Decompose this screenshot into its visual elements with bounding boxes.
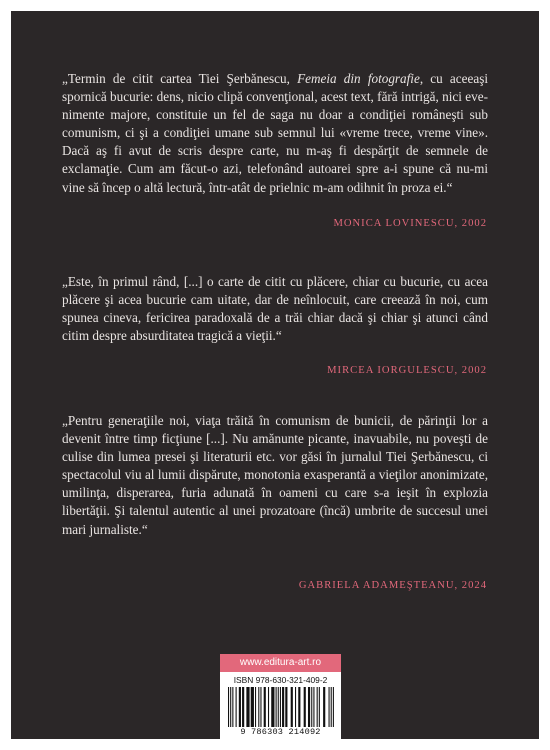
barcode-bar	[311, 687, 312, 727]
barcode-bar	[313, 687, 314, 727]
barcode-bar	[304, 687, 306, 727]
quote-adamesteanu	[62, 412, 488, 539]
barcode-bar	[232, 687, 233, 727]
barcode-bar	[239, 687, 241, 727]
barcode-bar	[258, 687, 259, 727]
quote-text-end: , cu aceeaşi spornică bucurie: dens, nicio clipă convenţional, acest text, fără intrigă, nici evenimente majore, constituie un fel de saga nu doar a condiţiei româneşti sub comunism, ci şi a condiţiei umane sub semnul lui «vreme trece, vreme vine». Dacă aş fi avut de scris despre carte, nu m-aş fi despărţit de semnele de exclamaţie. Cum am făcut-o azi, telefonând autoarei spre a-i spune că nu-mi vine să încep o altă lectură, într-atât de prielnic m-am odihnit în proza ei.“	[62, 71, 488, 195]
barcode-bar	[264, 687, 266, 727]
barcode-bar	[280, 687, 281, 727]
barcode-bar	[308, 687, 310, 727]
book-title: Femeia din fotografie	[297, 71, 420, 86]
barcode-bar	[228, 687, 229, 727]
barcode-bar	[329, 687, 330, 727]
barcode-bar	[278, 687, 279, 727]
barcode-bar	[255, 687, 256, 727]
barcode-bar	[331, 687, 332, 727]
barcode-bar	[285, 687, 287, 727]
barcode-bar	[230, 687, 231, 727]
quote-iorgulescu	[62, 273, 488, 345]
isbn-label: ISBN 978-630-321-409-2	[233, 675, 328, 685]
quote-author-lovinescu: MONICA LOVINESCU, 2002	[333, 218, 487, 229]
barcode-bar	[242, 687, 244, 727]
quote-lovinescu	[62, 70, 488, 197]
quote-author-adamesteanu: GABRIELA ADAMEŞTEANU, 2024	[298, 580, 487, 591]
quote-text-start: „Termin de citit cartea Tiei Şerbănescu,	[62, 71, 298, 86]
barcode-bar	[271, 687, 274, 727]
barcode-bars	[228, 687, 335, 727]
barcode-bar	[236, 687, 237, 727]
barcode-bar	[323, 687, 325, 727]
back-cover	[11, 11, 539, 739]
barcode-bar	[282, 687, 284, 727]
barcode-bar	[317, 687, 318, 727]
barcode-digits: 9 786303 214092	[240, 727, 321, 737]
barcode-bar	[319, 687, 320, 727]
barcode-bar	[251, 687, 254, 727]
barcode-bar	[268, 687, 269, 727]
barcode-bar	[276, 687, 277, 727]
barcode-bar	[246, 687, 249, 727]
barcode-bar	[295, 687, 296, 727]
quote-author-iorgulescu: MIRCEA IORGULESCU, 2002	[327, 365, 487, 376]
barcode-bar	[298, 687, 300, 727]
quote-text: „Este, în primul rând, [...] o carte de citit cu plăcere, chiar cu bucurie, cu acea plăcere şi acea bucurie cam uitate, dar de neînlocuit, care creează în noi, cum spunea cineva, fericirea paradoxală de a trăi chiar dacă şi chiar şi atunci când citim despre absurditatea tragică a vieţii.“	[62, 274, 488, 344]
barcode-box	[220, 654, 341, 739]
barcode-bar	[260, 687, 261, 727]
barcode-graphic	[228, 687, 335, 727]
barcode-bar	[291, 687, 293, 727]
quote-text: „Pentru generaţiile noi, viaţa trăită în comunism de bunicii, de părinţii lor a devenit între timp ficţiune [...]. Nu amănunte picante, inavuabile, nu poveşti de culise din lumea presei şi literaturii etc. vor găsi în jurnalul Tiei Şerbănescu, ci spectacolul viu al lumii dispărute, monotonia exasperantă a vieţilor anonimizate, umilinţa, disperarea, furia adunată în oameni cu care s-a ieşit în explozia libertăţii. Şi talentul autentic al unei prozatoare (încă) umbrite de succesul unei mari jurnaliste.“	[62, 413, 488, 537]
publisher-url: www.editura-art.ro	[220, 654, 341, 672]
barcode-bar	[333, 687, 334, 727]
